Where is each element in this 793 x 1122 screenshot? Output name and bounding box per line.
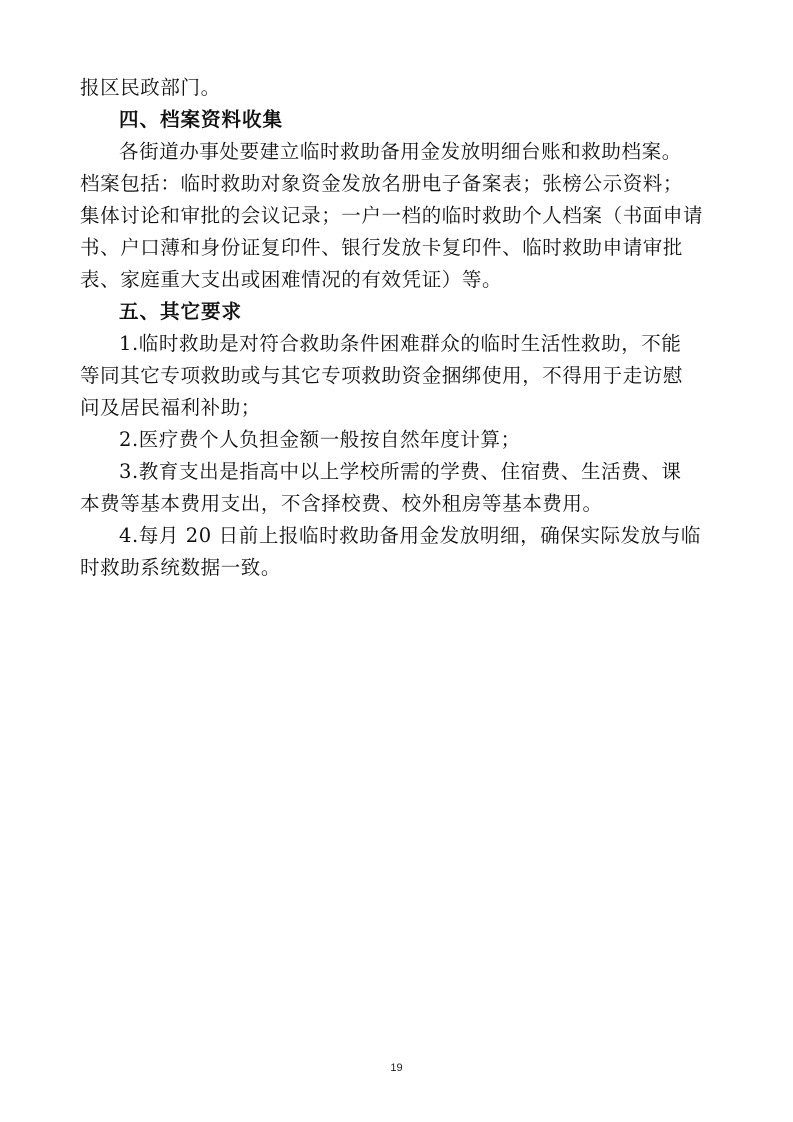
text-line-9: 1.临时救助是对符合救助条件困难群众的临时生活性救助，不能 [119,332,682,355]
text-line-7: 表、家庭重大支出或困难情况的有效凭证）等。 [80,268,503,291]
text-line-11: 问及居民福利补助； [80,396,261,419]
text-line-10: 等同其它专项救助或与其它专项救助资金捆绑使用，不得用于走访慰 [80,364,684,387]
document-page [80,72,716,584]
section-heading-archive: 四、档案资料收集 [119,108,284,131]
text-line-12: 2.医疗费个人负担金额一般按自然年度计算； [119,428,521,451]
text-line-16: 时救助系统数据一致。 [80,556,282,579]
text-line-14: 本费等基本费用支出，不含择校费、校外租房等基本费用。 [80,492,603,515]
text-line-4: 档案包括：临时救助对象资金发放名册电子备案表；张榜公示资料； [80,172,684,195]
text-line-15: 4.每月 20 日前上报临时救助备用金发放明细，确保实际发放与临 [119,524,702,547]
text-line-3: 各街道办事处要建立临时救助备用金发放明细台账和救助档案。 [119,140,682,163]
text-line-5: 集体讨论和审批的会议记录；一户一档的临时救助个人档案（书面申请 [80,204,704,227]
text-line-6: 书、户口薄和身份证复印件、银行发放卡复印件、临时救助申请审批 [80,236,684,259]
page-number: 19 [390,1062,403,1074]
text-line-13: 3.教育支出是指高中以上学校所需的学费、住宿费、生活费、课 [119,460,682,483]
section-heading-other-requirements: 五、其它要求 [119,300,243,323]
text-line-1: 报区民政部门。 [80,76,221,99]
